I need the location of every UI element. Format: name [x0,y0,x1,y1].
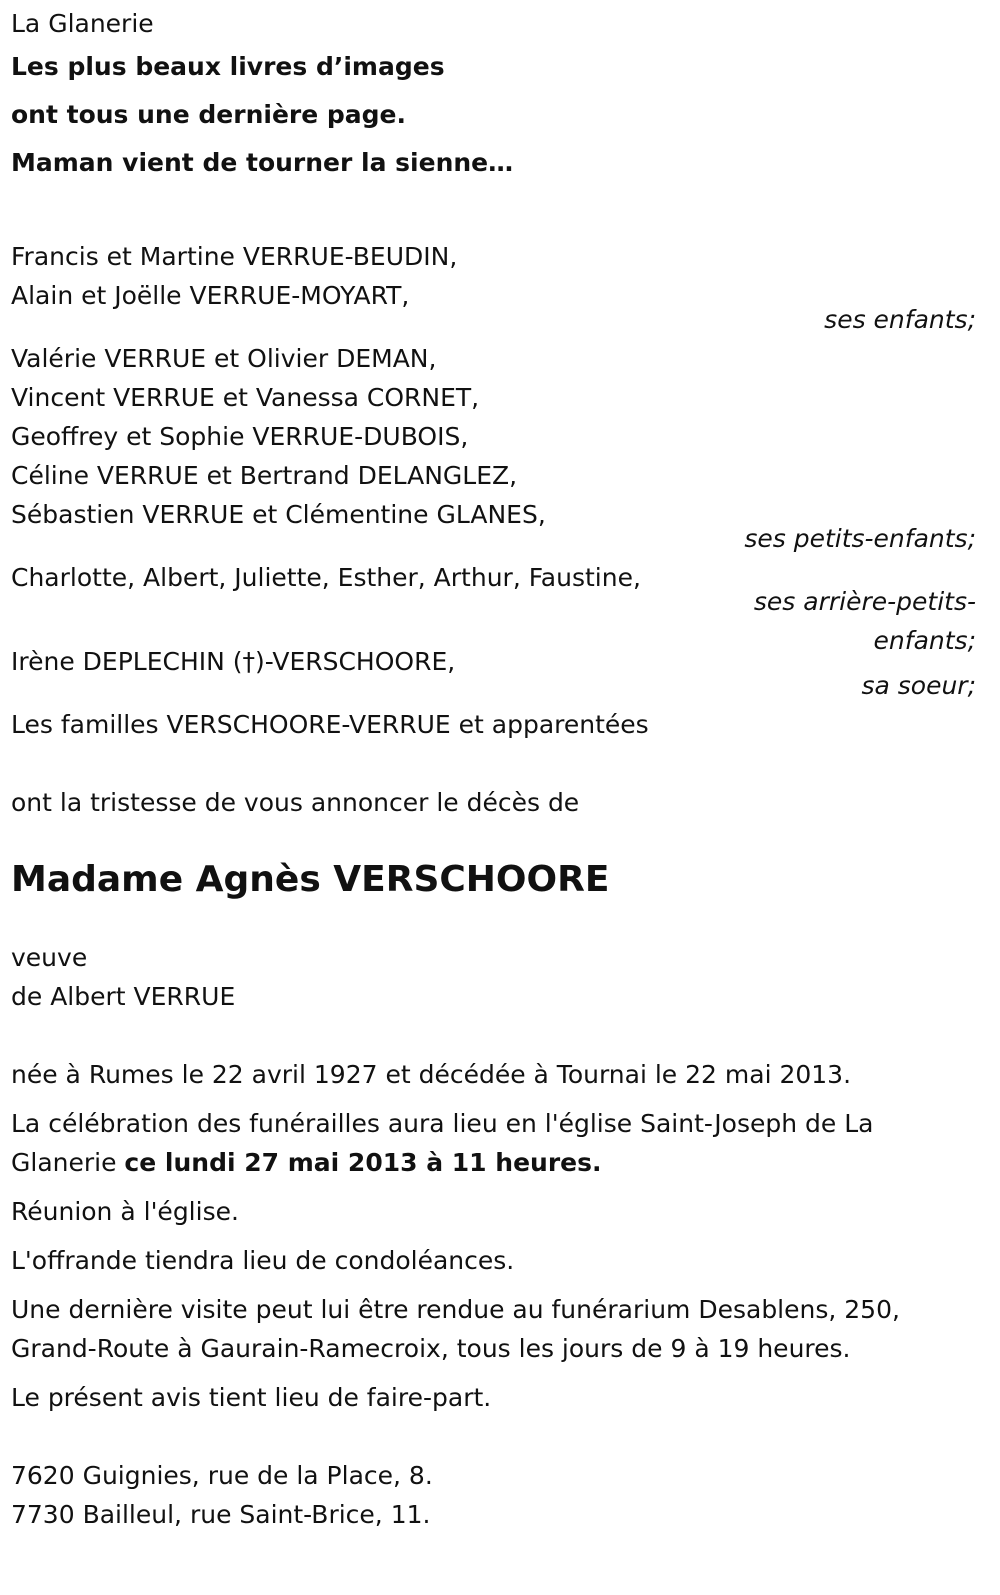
funeral-line [11,1143,976,1182]
family-name: Francis et Martine VERRUE-BEUDIN, [11,242,458,271]
offering-text: L'offrande tiendra lieu de condoléances. [11,1246,515,1275]
family-name: Alain et Joëlle VERRUE-MOYART, [11,281,410,310]
family-name: Céline VERRUE et Bertrand DELANGLEZ, [11,461,518,490]
opening-quote [11,43,976,187]
families-line: Les familles VERSCHOORE-VERRUE et apparentées [11,710,649,739]
funeral-line: La célébration des funérailles aura lieu en l'église Saint-Joseph de La [11,1109,874,1138]
widow-line: veuve [11,943,88,972]
addresses [11,1456,976,1534]
visit-line: Grand-Route à Gaurain-Ramecroix, tous les jours de 9 à 19 heures. [11,1334,851,1363]
deceased-name: Madame Agnès VERSCHOORE [11,859,610,900]
notice-text: Le présent avis tient lieu de faire-part. [11,1383,492,1412]
quote-line: ont tous une dernière page. [11,100,406,129]
sister-group [11,642,976,705]
family-name: Vincent VERRUE et Vanessa CORNET, [11,383,480,412]
quote-line: Maman vient de tourner la sienne… [11,148,514,177]
family-name: Irène DEPLECHIN (†)-VERSCHOORE, [11,647,456,676]
quote-line: Les plus beaux livres d’images [11,52,445,81]
family-name: Valérie VERRUE et Olivier DEMAN, [11,344,437,373]
relation-label: ses arrière-petits- [753,587,976,616]
funeral-date: ce lundi 27 mai 2013 à 11 heures. [124,1148,602,1177]
grandchildren-group [11,339,976,558]
address-line: 7730 Bailleul, rue Saint-Brice, 11. [11,1500,431,1529]
relation-label: enfants; [873,626,976,655]
place-header: La Glanerie [11,9,154,38]
family-name: Geoffrey et Sophie VERRUE-DUBOIS, [11,422,469,451]
visit-line: Une dernière visite peut lui être rendue au funérarium Desablens, 250, [11,1295,900,1324]
children-group [11,237,976,339]
birth-death-text: née à Rumes le 22 avril 1927 et décédée à Tournai le 22 mai 2013. [11,1060,852,1089]
address-line: 7620 Guignies, rue de la Place, 8. [11,1461,433,1490]
relation-label: ses enfants; [824,305,976,334]
funeral-info [11,1104,976,1182]
family-name: Sébastien VERRUE et Clémentine GLANES, [11,500,546,529]
meeting-text: Réunion à l'église. [11,1197,239,1226]
obituary-notice [11,4,976,1534]
funeral-place: Glanerie [11,1148,125,1177]
relation-label: ses petits-enfants; [744,524,976,553]
family-name: Charlotte, Albert, Juliette, Esther, Arthur, Faustine, [11,563,641,592]
widow-line: de Albert VERRUE [11,982,236,1011]
widow-info [11,938,976,1016]
visit-info [11,1290,976,1368]
relation-label: sa soeur; [861,671,976,700]
announcement-text: ont la tristesse de vous annoncer le décès de [11,788,580,817]
